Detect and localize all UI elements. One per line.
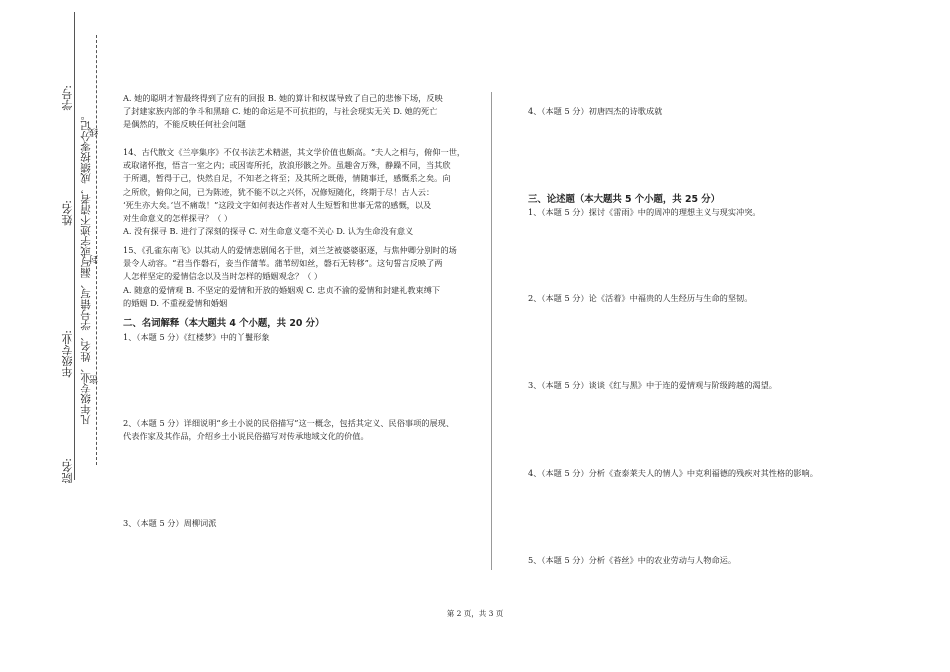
question-line: 2、（本题 5 分）详细说明“乡土小说的民俗描写”这一概念，包括其定义、民俗事项的展现、: [123, 418, 455, 428]
question-14: [123, 146, 473, 238]
section-2-question-4: 4、（本题 5 分）初唐四杰的诗歌成就: [528, 106, 663, 116]
question-line: 或取诸怀抱，悟言一室之内；或因寄所托，放浪形骸之外。虽趣舍万殊，静躁不同，当其欣: [123, 160, 451, 171]
name-label: 姓名:: [61, 200, 74, 226]
binding-solid-line: [74, 12, 75, 480]
section-3-question-3: 3、（本题 5 分）谈谈《红与黑》中于连的爱情观与阶级跨越的渴望。: [528, 380, 777, 390]
option-line: 是偶然的，不能反映任何社会问题: [123, 119, 246, 130]
section-2-question-2: [123, 417, 473, 443]
question-line: 景令人动容。“君当作磐石，妾当作蒲苇。蒲苇纫如丝，磐石无转移”。这句誓言反映了两: [123, 258, 443, 269]
class-label: 年级专业:: [61, 330, 74, 378]
column-divider: [491, 92, 492, 570]
section-3-question-1: 1、（本题 5 分）探讨《雷雨》中的周冲的理想主义与现实冲突。: [528, 207, 761, 217]
question-13-options: [123, 92, 473, 132]
seal-xian: 线: [90, 128, 100, 137]
option-line: 了封建家族内部的争斗和黑暗 C. 她的命运是不可抗拒的，与社会现实无关 D. 她的死亡: [123, 106, 438, 117]
seal-feng: 封: [90, 255, 100, 264]
section-2-question-1: 1、（本题 5 分）《红楼梦》中的丫鬟形象: [123, 332, 270, 342]
question-line: A. 没有探寻 B. 进行了深刻的探寻 C. 对生命意义毫不关心 D. 认为生命没有意义: [123, 226, 414, 237]
question-line: 之所欣，俯仰之间，已为陈迹，犹不能不以之兴怀，况修短随化，终期于尽！古人云：: [123, 186, 435, 197]
binding-margin: [0, 0, 110, 672]
question-line: 代表作家及其作品，介绍乡土小说民俗描写对传承地域文化的价值。: [123, 431, 369, 442]
option-line: A. 她的聪明才智最终得到了应有的回报 B. 她的算计和权谋导致了自己的悲惨下场，反映: [123, 93, 443, 103]
binding-warning: 凡年级专业、姓名、学号错写、漏写或字迹不清者，成绩按零分记。: [80, 110, 92, 425]
question-line: 14、古代散文《兰亭集序》不仅书法艺术精湛，其文学价值也颇高。“夫人之相与，俯仰一世，: [123, 147, 466, 157]
page-number: 第 2 页，共 3 页: [446, 609, 504, 618]
seal-mi: 密: [90, 375, 100, 384]
question-line: 人怎样坚定的爱情信念以及当时怎样的婚姻观念？（ ）: [123, 271, 323, 282]
question-line: 于所遇，暂得于己，快然自足，不知老之将至；及其所之既倦，情随事迁，感慨系之矣。向: [123, 173, 451, 184]
question-line: 15、《孔雀东南飞》以其动人的爱情悲剧闻名于世，刘兰芝被婆婆驱逐，与焦仲卿分别时的场: [123, 245, 457, 255]
school-label: 院名:: [61, 458, 74, 484]
section-2-title: 二、名词解释（本大题共 4 个小题，共 20 分）: [123, 318, 325, 329]
question-15: [123, 244, 473, 310]
question-line: ‘死生亦大矣。’岂不痛哉！”这段文字如何表达作者对人生短暂和世事无常的感慨，以及: [123, 199, 432, 210]
binding-dashed-line: [96, 35, 97, 465]
section-2-question-3: 3、（本题 5 分）周柳词派: [123, 518, 217, 528]
section-3-title: 三、论述题（本大题共 5 个小题，共 25 分）: [528, 194, 721, 205]
question-line: 的婚姻 D. 不重视爱情和婚姻: [123, 297, 228, 308]
section-3-question-5: 5、（本题 5 分）分析《苔丝》中的农业劳动与人物命运。: [528, 555, 737, 565]
question-line: A. 随意的爱情观 B. 不坚定的爱情和开放的婚姻观 C. 忠贞不渝的爱情和封建礼教束缚下: [123, 284, 441, 295]
student-id-label: 学号:: [61, 85, 74, 111]
section-3-question-2: 2、（本题 5 分）论《活着》中福贵的人生经历与生命的坚韧。: [528, 293, 753, 303]
section-3-question-4: 4、（本题 5 分）分析《查泰莱夫人的情人》中克利福德的残疾对其性格的影响。: [528, 468, 818, 478]
question-line: 对生命意义的怎样探寻？（ ）: [123, 213, 233, 224]
